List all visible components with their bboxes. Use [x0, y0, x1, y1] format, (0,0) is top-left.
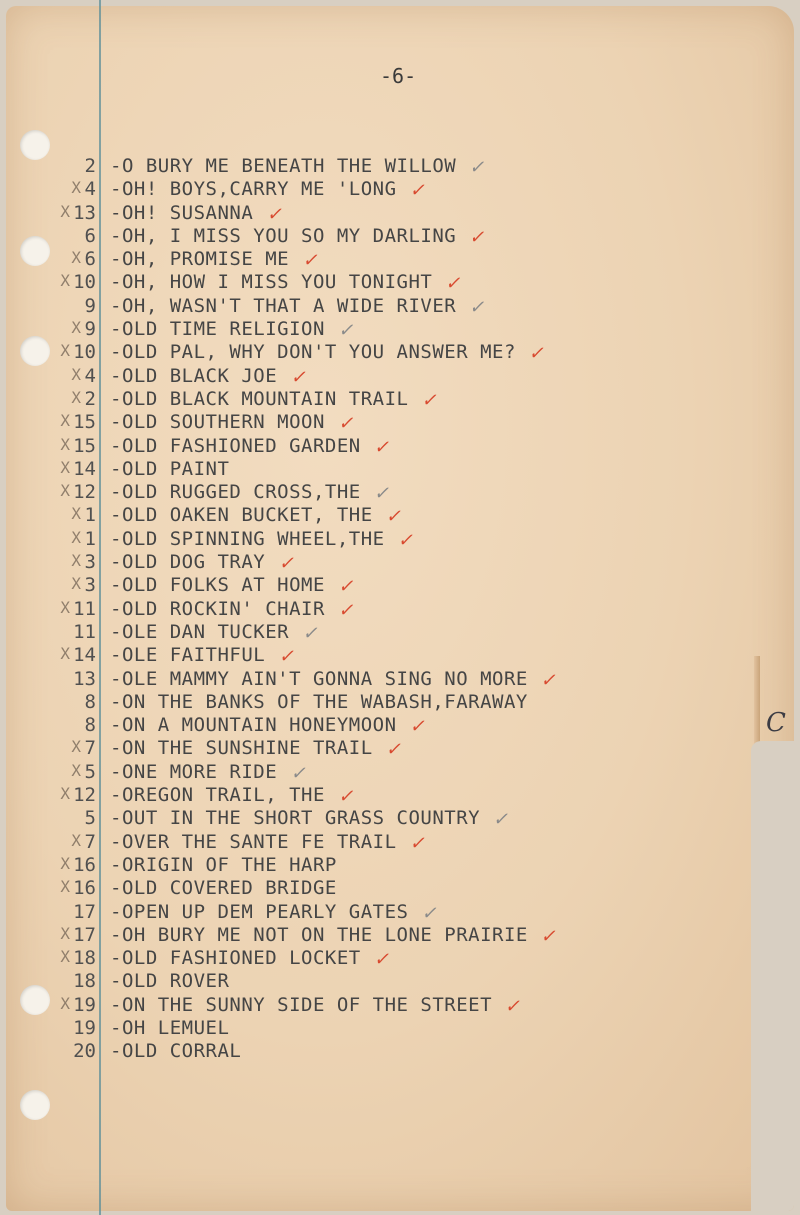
- song-row: [0, 574, 800, 597]
- x-mark: X: [60, 923, 70, 943]
- song-row: [0, 504, 800, 527]
- song-row: [0, 994, 800, 1017]
- song-title: -OLE MAMMY AIN'T GONNA SING NO MORE: [110, 667, 528, 690]
- song-number: 8: [84, 690, 96, 713]
- song-number: 17: [73, 923, 96, 946]
- song-title: -OLD OAKEN BUCKET, THE: [110, 504, 373, 527]
- song-number: 18: [73, 947, 96, 970]
- x-mark: X: [71, 248, 81, 268]
- x-mark: X: [60, 597, 70, 617]
- song-row: [0, 598, 800, 621]
- song-title: -OLD FOLKS AT HOME: [110, 574, 325, 597]
- song-number: 5: [84, 807, 96, 830]
- check-mark-icon: ✓: [469, 296, 485, 318]
- song-row: [0, 271, 800, 294]
- song-row: [0, 1040, 800, 1063]
- check-mark-icon: ✓: [492, 809, 508, 831]
- song-number: 15: [73, 434, 96, 457]
- check-mark-icon: ✓: [373, 436, 389, 458]
- song-number: 7: [84, 830, 96, 853]
- song-row: [0, 970, 800, 993]
- song-number: 18: [73, 970, 96, 993]
- check-mark-icon: ✓: [528, 343, 544, 365]
- check-mark-icon: ✓: [338, 576, 354, 598]
- song-title: -ON THE SUNSHINE TRAIL: [110, 737, 373, 760]
- song-title: -OVER THE SANTE FE TRAIL: [110, 830, 397, 853]
- check-mark-icon: ✓: [278, 646, 294, 668]
- song-title: -OH, PROMISE ME: [110, 248, 290, 271]
- song-number: 14: [73, 457, 96, 480]
- check-mark-icon: ✓: [540, 925, 556, 947]
- x-mark: X: [60, 434, 70, 454]
- song-title: -OH BURY ME NOT ON THE LONE PRAIRIE: [110, 923, 528, 946]
- song-number: 13: [73, 667, 96, 690]
- check-mark-icon: ✓: [266, 203, 282, 225]
- song-row: [0, 365, 800, 388]
- song-title: -OH! SUSANNA: [110, 201, 254, 224]
- x-mark: X: [71, 504, 81, 524]
- x-mark: X: [60, 644, 70, 664]
- song-title: -OH, I MISS YOU SO MY DARLING: [110, 224, 457, 247]
- x-mark: X: [60, 993, 70, 1013]
- song-title: -OLD ROVER: [110, 970, 230, 993]
- x-mark: X: [60, 877, 70, 897]
- song-number: 12: [73, 784, 96, 807]
- check-mark-icon: ✓: [445, 273, 461, 295]
- song-title: -ONE MORE RIDE: [110, 760, 278, 783]
- song-title: -ON THE SUNNY SIDE OF THE STREET: [110, 993, 493, 1016]
- x-mark: X: [71, 574, 81, 594]
- check-mark-icon: ✓: [373, 949, 389, 971]
- song-title: -OLD ROCKIN' CHAIR: [110, 597, 325, 620]
- song-title: -OLD PAINT: [110, 457, 230, 480]
- song-number: 3: [84, 551, 96, 574]
- page-number: -6-: [380, 64, 417, 88]
- check-mark-icon: ✓: [290, 366, 306, 388]
- song-row: [0, 202, 800, 225]
- x-mark: X: [71, 364, 81, 384]
- song-row: [0, 854, 800, 877]
- song-title: -OLD TIME RELIGION: [110, 318, 325, 341]
- x-mark: X: [71, 737, 81, 757]
- song-row: [0, 924, 800, 947]
- check-mark-icon: ✓: [290, 762, 306, 784]
- song-row: [0, 644, 800, 667]
- x-mark: X: [60, 271, 70, 291]
- song-row: [0, 737, 800, 760]
- x-mark: X: [60, 411, 70, 431]
- song-title: -OUT IN THE SHORT GRASS COUNTRY: [110, 807, 481, 830]
- song-row: [0, 178, 800, 201]
- song-row: [0, 481, 800, 504]
- song-title: -OREGON TRAIL, THE: [110, 784, 325, 807]
- song-title: -OH! BOYS,CARRY ME 'LONG: [110, 178, 397, 201]
- song-title: -OLD CORRAL: [110, 1040, 242, 1063]
- song-row: [0, 458, 800, 481]
- song-row: [0, 784, 800, 807]
- song-number: 19: [73, 1016, 96, 1039]
- song-number: 10: [73, 341, 96, 364]
- check-mark-icon: ✓: [338, 599, 354, 621]
- song-number: 2: [84, 387, 96, 410]
- song-number: 14: [73, 644, 96, 667]
- song-title: -OPEN UP DEM PEARLY GATES: [110, 900, 409, 923]
- check-mark-icon: ✓: [302, 250, 318, 272]
- song-number: 13: [73, 201, 96, 224]
- song-row: [0, 831, 800, 854]
- song-list: [0, 155, 800, 1064]
- song-number: 8: [84, 714, 96, 737]
- check-mark-icon: ✓: [385, 739, 401, 761]
- song-number: 4: [84, 178, 96, 201]
- check-mark-icon: ✓: [409, 716, 425, 738]
- song-row: [0, 761, 800, 784]
- x-mark: X: [71, 830, 81, 850]
- song-row: [0, 807, 800, 830]
- song-number: 4: [84, 364, 96, 387]
- song-title: -OH, HOW I MISS YOU TONIGHT: [110, 271, 433, 294]
- check-mark-icon: ✓: [504, 995, 520, 1017]
- song-row: [0, 901, 800, 924]
- song-row: [0, 411, 800, 434]
- song-title: -ORIGIN OF THE HARP: [110, 853, 337, 876]
- song-number: 19: [73, 993, 96, 1016]
- song-row: [0, 155, 800, 178]
- song-row: [0, 621, 800, 644]
- x-mark: X: [71, 178, 81, 198]
- song-row: [0, 1017, 800, 1040]
- song-title: -OLD COVERED BRIDGE: [110, 877, 337, 900]
- song-title: -OLD PAL, WHY DON'T YOU ANSWER ME?: [110, 341, 516, 364]
- check-mark-icon: ✓: [338, 786, 354, 808]
- x-mark: X: [60, 784, 70, 804]
- song-row: [0, 877, 800, 900]
- x-mark: X: [71, 527, 81, 547]
- song-title: -OH LEMUEL: [110, 1016, 230, 1039]
- song-number: 10: [73, 271, 96, 294]
- song-row: [0, 318, 800, 341]
- song-number: 7: [84, 737, 96, 760]
- x-mark: X: [71, 387, 81, 407]
- song-row: [0, 435, 800, 458]
- song-row: [0, 225, 800, 248]
- x-mark: X: [60, 201, 70, 221]
- song-title: -OLD BLACK MOUNTAIN TRAIL: [110, 387, 409, 410]
- song-number: 9: [84, 318, 96, 341]
- song-number: 17: [73, 900, 96, 923]
- tab-letter: C: [766, 708, 786, 738]
- song-title: -OH, WASN'T THAT A WIDE RIVER: [110, 294, 457, 317]
- song-row: [0, 341, 800, 364]
- song-number: 16: [73, 853, 96, 876]
- check-mark-icon: ✓: [373, 483, 389, 505]
- song-title: -OLD DOG TRAY: [110, 551, 266, 574]
- song-number: 12: [73, 481, 96, 504]
- song-number: 1: [84, 504, 96, 527]
- check-mark-icon: ✓: [540, 669, 556, 691]
- song-row: [0, 528, 800, 551]
- song-title: -OLD BLACK JOE: [110, 364, 278, 387]
- song-number: 9: [84, 294, 96, 317]
- song-number: 11: [73, 620, 96, 643]
- song-number: 15: [73, 411, 96, 434]
- song-title: -OLD FASHIONED LOCKET: [110, 947, 361, 970]
- check-mark-icon: ✓: [385, 506, 401, 528]
- song-number: 3: [84, 574, 96, 597]
- song-title: -OLD SPINNING WHEEL,THE: [110, 527, 385, 550]
- song-number: 6: [84, 224, 96, 247]
- check-mark-icon: ✓: [278, 553, 294, 575]
- song-title: -OLE FAITHFUL: [110, 644, 266, 667]
- song-title: -OLE DAN TUCKER: [110, 620, 290, 643]
- x-mark: X: [60, 947, 70, 967]
- check-mark-icon: ✓: [338, 320, 354, 342]
- song-row: [0, 388, 800, 411]
- song-row: [0, 551, 800, 574]
- check-mark-icon: ✓: [397, 529, 413, 551]
- x-mark: X: [60, 457, 70, 477]
- song-number: 11: [73, 597, 96, 620]
- song-number: 16: [73, 877, 96, 900]
- song-number: 5: [84, 760, 96, 783]
- check-mark-icon: ✓: [469, 226, 485, 248]
- song-row: [0, 668, 800, 691]
- x-mark: X: [71, 551, 81, 571]
- song-title: -ON A MOUNTAIN HONEYMOON: [110, 714, 397, 737]
- x-mark: X: [60, 341, 70, 361]
- song-number: 6: [84, 248, 96, 271]
- check-mark-icon: ✓: [409, 180, 425, 202]
- x-mark: X: [71, 318, 81, 338]
- song-title: -OLD FASHIONED GARDEN: [110, 434, 361, 457]
- check-mark-icon: ✓: [421, 389, 437, 411]
- check-mark-icon: ✓: [409, 832, 425, 854]
- check-mark-icon: ✓: [302, 622, 318, 644]
- song-title: -OLD SOUTHERN MOON: [110, 411, 325, 434]
- song-row: [0, 248, 800, 271]
- song-title: -ON THE BANKS OF THE WABASH,FARAWAY: [110, 690, 528, 713]
- song-number: 1: [84, 527, 96, 550]
- song-row: [0, 295, 800, 318]
- song-title: -O BURY ME BENEATH THE WILLOW: [110, 155, 457, 177]
- song-title: -OLD RUGGED CROSS,THE: [110, 481, 361, 504]
- song-row: [0, 691, 800, 714]
- check-mark-icon: ✓: [338, 413, 354, 435]
- binder-hole: [20, 1090, 50, 1120]
- x-mark: X: [71, 760, 81, 780]
- song-number: 20: [73, 1040, 96, 1063]
- check-mark-icon: ✓: [421, 902, 437, 924]
- x-mark: X: [60, 853, 70, 873]
- song-number: 2: [84, 155, 96, 177]
- x-mark: X: [60, 481, 70, 501]
- check-mark-icon: ✓: [469, 157, 485, 178]
- song-row: [0, 714, 800, 737]
- song-row: [0, 947, 800, 970]
